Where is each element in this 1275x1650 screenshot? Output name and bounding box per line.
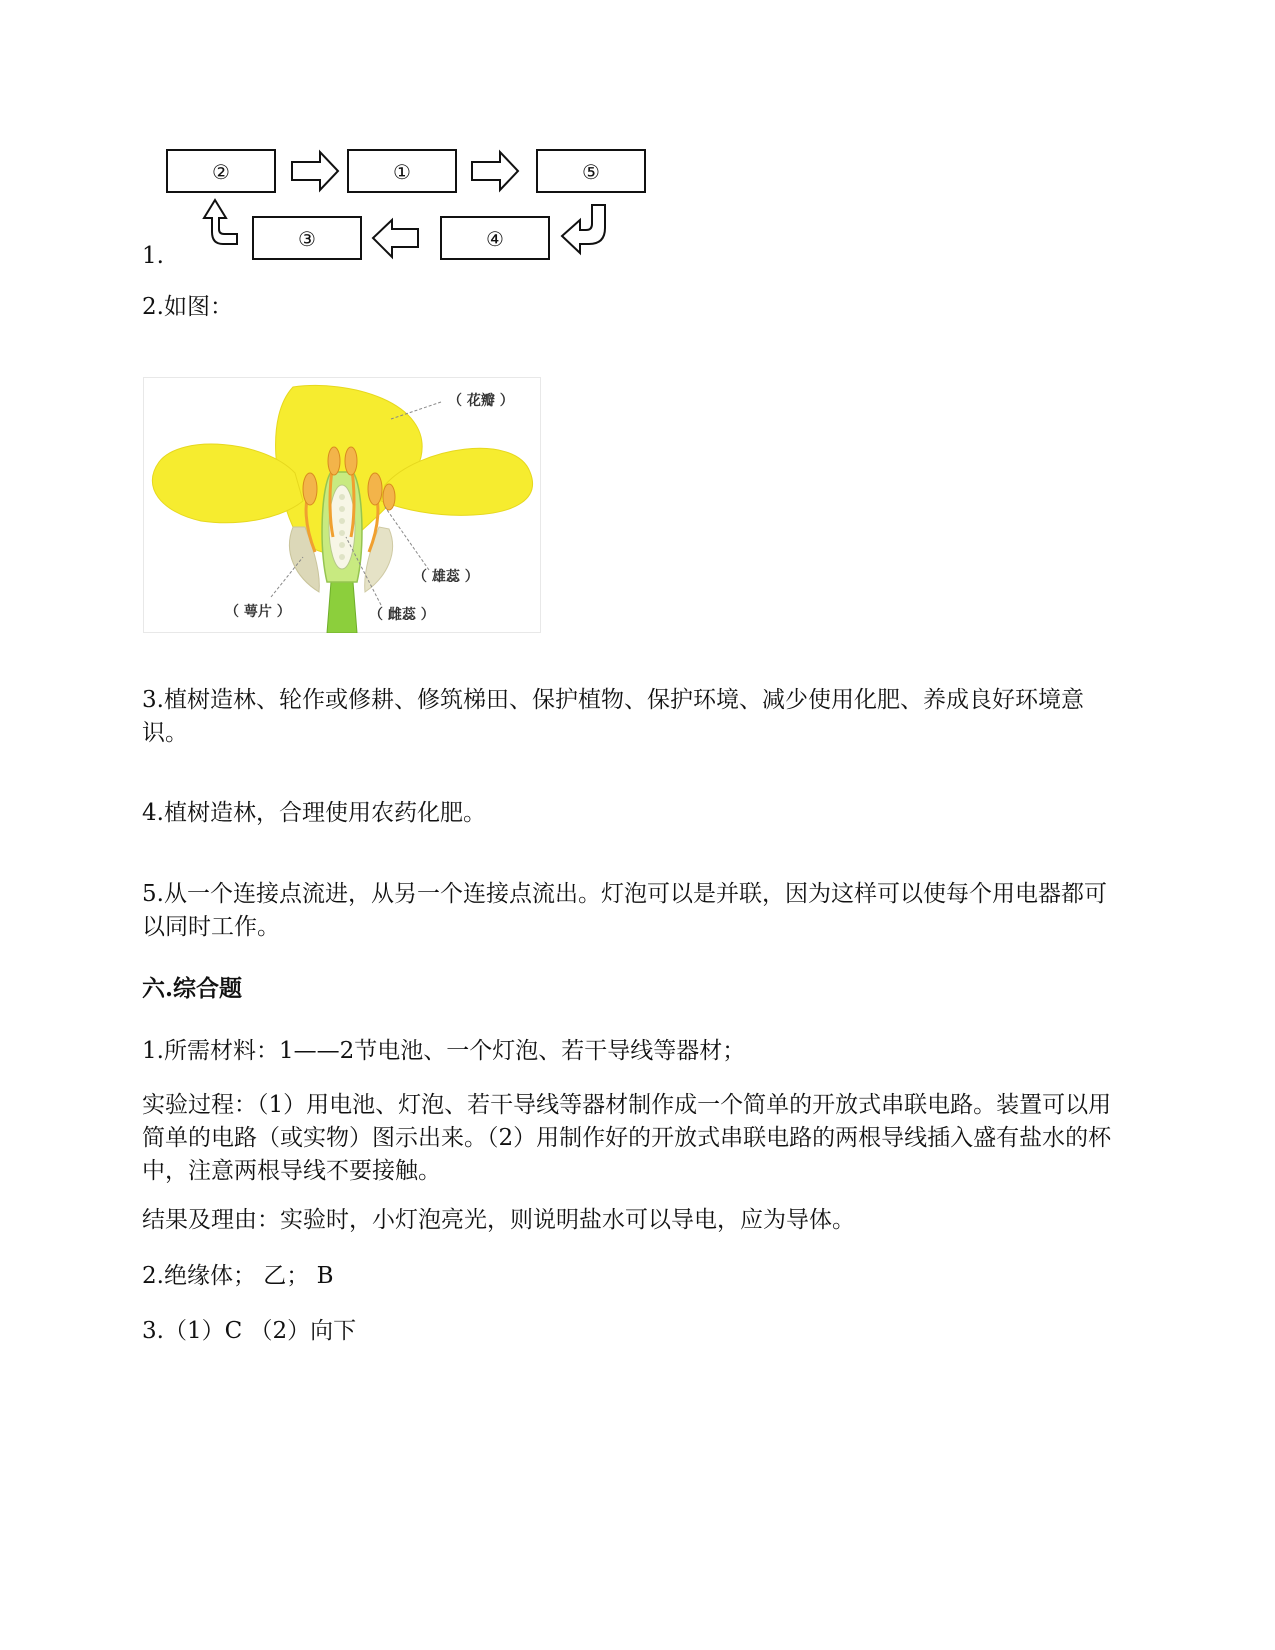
section-6-q1-materials: 1.所需材料：1——2节电池、一个灯泡、若干导线等器材； [142,1038,746,1064]
flow-box-5-label: ③ [298,227,316,251]
section-6-q1-result: 结果及理由：实验时，小灯泡亮光，则说明盐水可以导电，应为导体。 [142,1207,855,1233]
question-1-number: 1. [142,243,164,269]
label-pistil: （ 雌蕊 ） [369,607,435,623]
label-petal: （ 花瓣 ） [448,393,514,409]
section-6-heading: 六.综合题 [142,975,243,1002]
question-3-text: 3.植树造林、轮作或修耕、修筑梯田、保护植物、保护环境、减少使用化肥、养成良好环境意识。 [142,687,1084,746]
flow-box-2-label: ① [393,160,411,184]
question-4-text: 4.植树造林，合理使用农药化肥。 [142,800,486,826]
flow-box-4-label: ④ [486,227,504,251]
flow-box-3-label: ⑤ [582,160,600,184]
question-5-text: 5.从一个连接点流进，从另一个连接点流出。灯泡可以是并联，因为这样可以使每个用电器都可以同时工作。 [142,881,1107,940]
question-2-text: 2.如图： [142,294,233,320]
arrow-right-2-icon [472,152,518,190]
arrow-right-1-icon [292,152,338,190]
flower-diagram [143,377,541,633]
label-stamen: （ 雄蕊 ） [413,569,479,585]
section-6-q1-process: 实验过程：（1）用电池、灯泡、若干导线等器材制作成一个简单的开放式串联电路。装置可以用简单的电路（或实物）图示出来。（2）用制作好的开放式串联电路的两根导线插入盛有盐水的杯中，注意两根导线不要接触。 [142,1092,1112,1184]
flower-stem [327,582,357,633]
flow-box-1-label: ② [212,160,230,184]
arrow-return-up-icon [204,200,237,244]
section-6-q2-text: 2.绝缘体； 乙； B [142,1263,334,1289]
section-6-q3-text: 3.（1）C （2）向下 [142,1318,357,1344]
label-sepal: （ 萼片 ） [225,604,291,620]
